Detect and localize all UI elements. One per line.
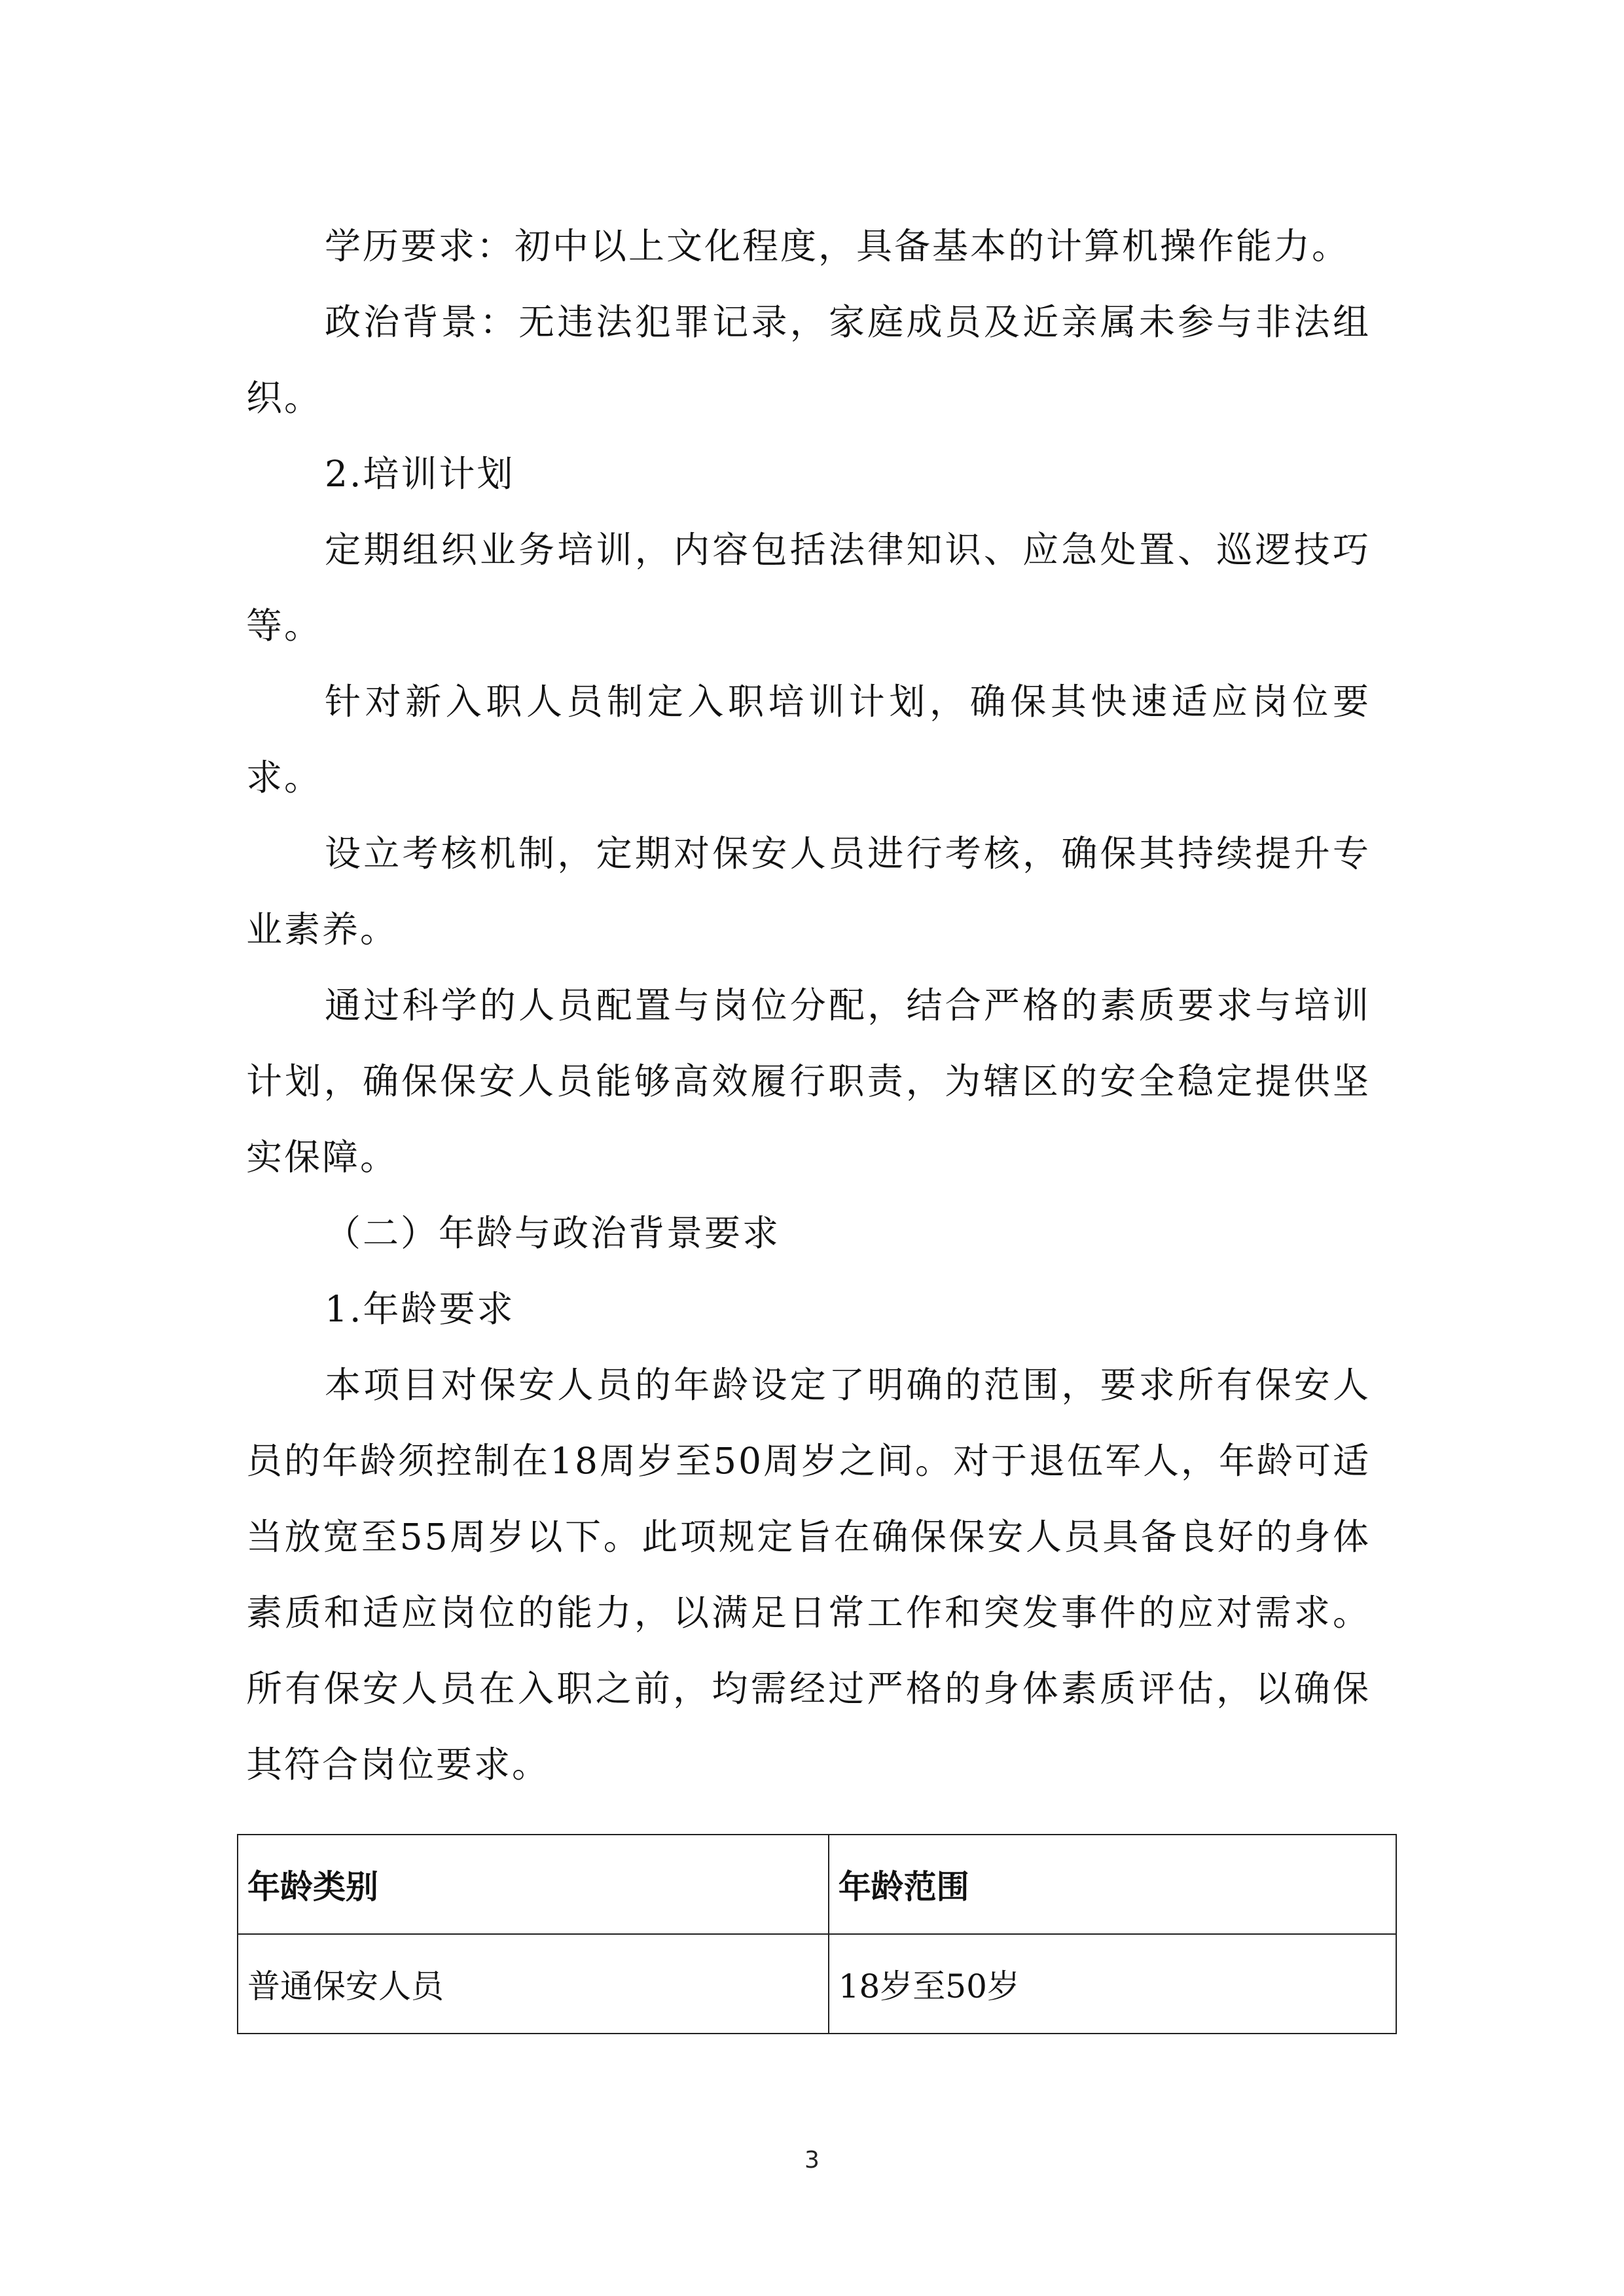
table-cell-category: 普通保安人员 [238, 1934, 829, 2034]
table-row [238, 1934, 1396, 2034]
heading-age-requirement: 1.年龄要求 [325, 1288, 515, 1330]
heading-training-plan: 2.培训计划 [325, 453, 515, 495]
age-table [237, 1834, 1397, 2034]
paragraph-summary: 通过科学的人员配置与岗位分配，结合严格的素质要求与培训计划，确保保安人员能够高效履行职责，为辖区的安全稳定提供坚实保障。 [246, 984, 1371, 1178]
paragraph-education: 学历要求：初中以上文化程度，具备基本的计算机操作能力。 [325, 225, 1350, 267]
heading-age-political: （二）年龄与政治背景要求 [325, 1212, 781, 1254]
paragraph-regular-training: 定期组织业务培训，内容包括法律知识、应急处置、巡逻技巧等。 [246, 529, 1371, 647]
table-cell-range: 18岁至50岁 [829, 1934, 1396, 2034]
table-header-age-range: 年龄范围 [829, 1835, 1396, 1934]
paragraph-political-background: 政治背景：无违法犯罪记录，家庭成员及近亲属未参与非法组织。 [246, 301, 1371, 419]
paragraph-age-details: 本项目对保安人员的年龄设定了明确的范围，要求所有保安人员的年龄须控制在18周岁至50周岁之间。对于退伍军人，年龄可适当放宽至55周岁以下。此项规定旨在确保保安人员具备良好的身体素质和适应岗位的能力，以满足日常工作和突发事件的应对需求。所有保安人员在入职之前，均需经过严格的身体素质评估，以确保其符合岗位要求。 [246, 1364, 1371, 1785]
table-header-row [238, 1835, 1396, 1934]
paragraph-assessment: 设立考核机制，定期对保安人员进行考核，确保其持续提升专业素养。 [246, 833, 1371, 950]
table-header-age-category: 年龄类别 [238, 1835, 829, 1934]
body-text [246, 208, 1371, 1803]
paragraph-onboarding-training: 针对新入职人员制定入职培训计划，确保其快速适应岗位要求。 [246, 681, 1371, 798]
age-table-container [237, 1834, 1397, 2034]
page-number: 3 [804, 2147, 820, 2174]
